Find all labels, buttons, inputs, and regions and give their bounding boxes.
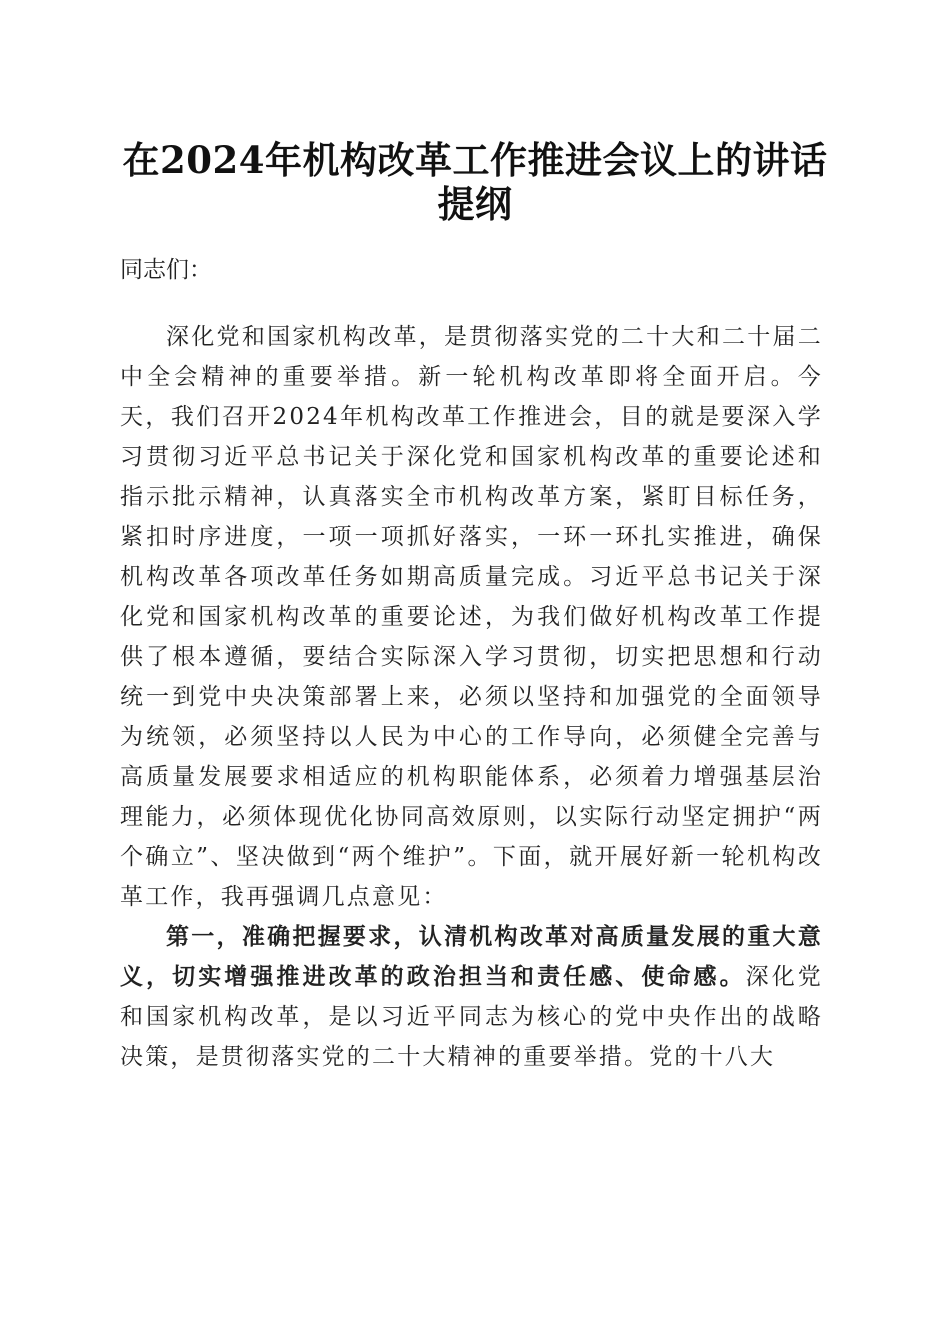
paragraph-point-1 (120, 917, 823, 1077)
document-title: 在2024年机构改革工作推进会议上的讲话提纲 (122, 138, 828, 226)
paragraph-intro: 深化党和国家机构改革，是贯彻落实党的二十大和二十届二中全会精神的重要举措。新一轮机构改革即将全面开启。今天，我们召开2024年机构改革工作推进会，目的就是要深入学习贯彻习近平总书记关于深化党和国家机构改革的重要论述和指示批示精神，认真落实全市机构改革方案，紧盯目标任务，紧扣时序进度，一项一项抓好落实，一环一环扎实推进，确保机构改革各项改革任务如期高质量完成。习近平总书记关于深化党和国家机构改革的重要论述，为我们做好机构改革工作提供了根本遵循，要结合实际深入学习贯彻，切实把思想和行动统一到党中央决策部署上来，必须以坚持和加强党的全面领导为统领，必须坚持以人民为中心的工作导向，必须健全完善与高质量发展要求相适应的机构职能体系，必须着力增强基层治理能力，必须体现优化协同高效原则，以实际行动坚定拥护“两个确立”、坚决做到“两个维护”。下面，就开展好新一轮机构改革工作，我再强调几点意见： (120, 324, 823, 910)
salutation: 同志们： (120, 257, 212, 283)
point-1-heading: 第一，准确把握要求，认清机构改革对高质量发展的重大意义，切实增强推进改革的政治担当和责任感、使命感。 (120, 923, 823, 990)
document-body (120, 250, 823, 1077)
point-1-text: 深化党和国家机构改革，是以习近平同志为核心的党中央作出的战略决策，是贯彻落实党的二十大精神的重要举措。党的十八大 (120, 964, 823, 1070)
